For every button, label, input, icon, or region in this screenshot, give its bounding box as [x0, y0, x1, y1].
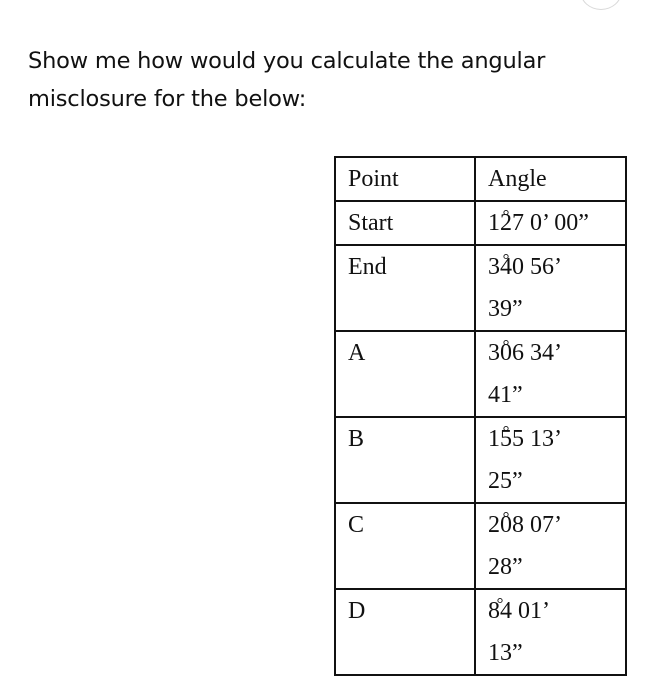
- angle-degrees: 340 °: [488, 254, 524, 280]
- angle-cell: [475, 589, 626, 675]
- table-header-row: [335, 157, 626, 201]
- point-cell: A: [335, 331, 475, 417]
- angle-degrees: 127 °: [488, 210, 524, 236]
- angle-degrees: 155 °: [488, 426, 524, 452]
- angle-minutes: 34’: [524, 340, 562, 366]
- question-line-2: misclosure for the below:: [28, 86, 307, 112]
- point-cell: Start: [335, 201, 475, 245]
- table-row: [335, 589, 626, 675]
- angle-degrees: 84 °: [488, 598, 512, 624]
- angle-minutes: 07’: [524, 512, 562, 538]
- angle-degrees: 306 °: [488, 340, 524, 366]
- angle-seconds: 39”: [488, 296, 523, 322]
- angle-seconds: 41”: [488, 382, 523, 408]
- angle-table: [334, 156, 627, 676]
- point-cell: End: [335, 245, 475, 331]
- angle-degrees: 208 °: [488, 512, 524, 538]
- header-point: Point: [335, 157, 475, 201]
- table-row: [335, 201, 626, 245]
- angle-cell: [475, 201, 626, 245]
- table-row: [335, 417, 626, 503]
- angle-minutes: 01’: [512, 598, 550, 624]
- angle-minutes: 56’: [524, 254, 562, 280]
- top-right-button[interactable]: [580, 0, 622, 10]
- question-text: [28, 42, 618, 118]
- angle-seconds: 28”: [488, 554, 523, 580]
- angle-cell: [475, 503, 626, 589]
- angle-cell: [475, 331, 626, 417]
- question-line-1: Show me how would you calculate the angular: [28, 48, 546, 74]
- point-cell: B: [335, 417, 475, 503]
- point-cell: C: [335, 503, 475, 589]
- angle-seconds: 13”: [488, 640, 523, 666]
- table-row: [335, 331, 626, 417]
- header-angle: Angle: [475, 157, 626, 201]
- table-row: [335, 503, 626, 589]
- angle-minutes: 13’: [524, 426, 562, 452]
- angle-seconds: 25”: [488, 468, 523, 494]
- angle-cell: [475, 417, 626, 503]
- point-cell: D: [335, 589, 475, 675]
- table-row: [335, 245, 626, 331]
- angle-cell: [475, 245, 626, 331]
- angle-min-sec: 0’ 00”: [524, 210, 589, 236]
